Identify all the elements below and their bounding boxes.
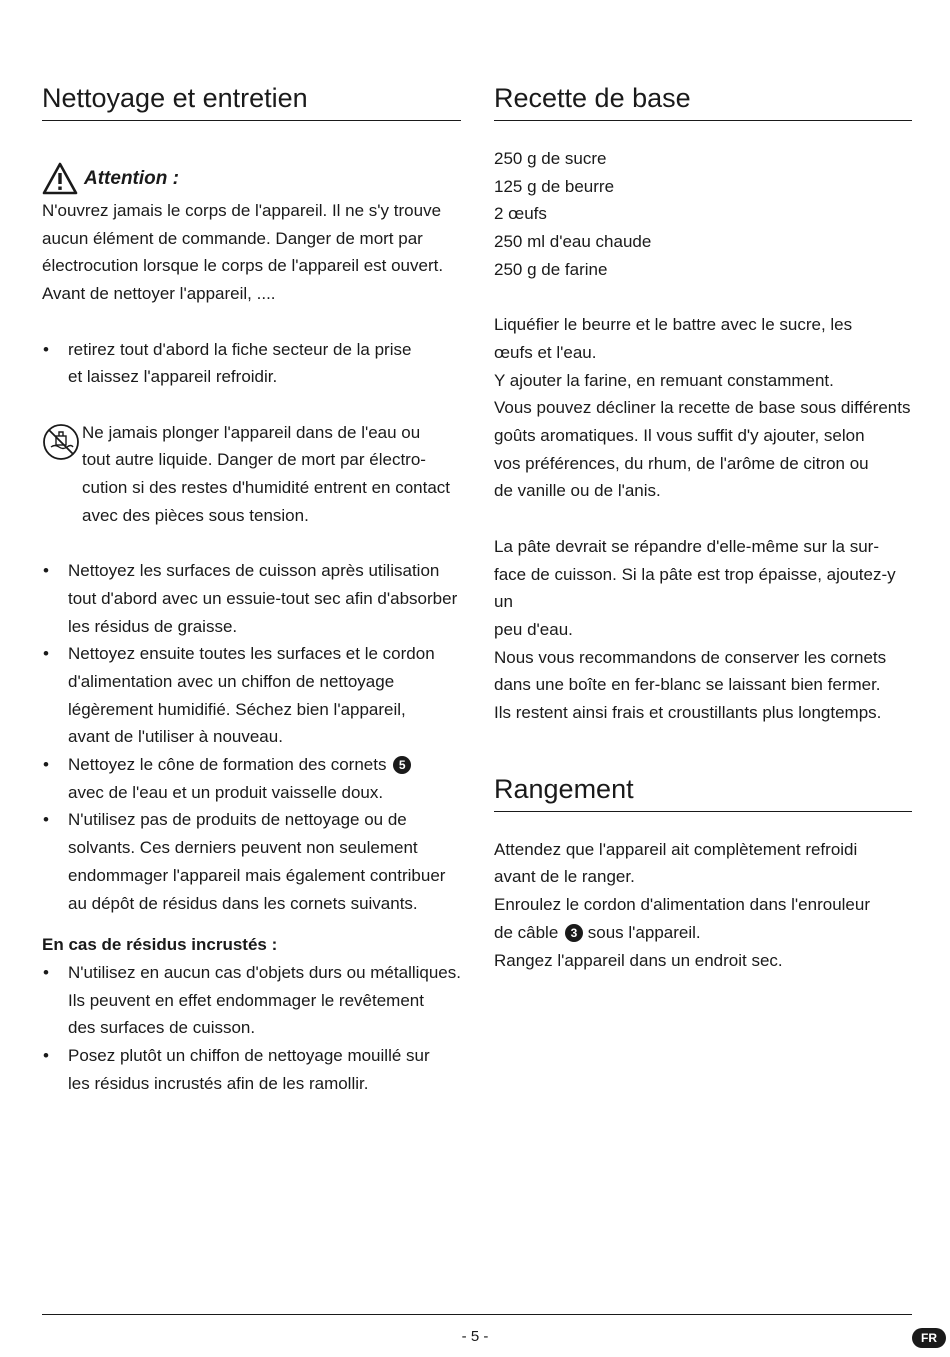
text-line: Attendez que l'appareil ait complètement refroidi (494, 839, 858, 859)
text-line: face de cuisson. Si la pâte est trop épaisse, ajoutez-y un (494, 564, 896, 612)
ingredient: 250 ml d'eau chaude (494, 232, 652, 252)
text-line: Liquéfier le beurre et le battre avec le sucre, les (494, 315, 853, 335)
list-item: • N'utilisez en aucun cas d'objets durs ou métalliques. Ils peuvent en effet endommager le revêtement des surfaces de cuisson. (42, 959, 461, 1042)
text-line: Rangez l'appareil dans un endroit sec. (494, 950, 783, 970)
text-line: dans une boîte en fer-blanc se laissant bien fermer. (494, 675, 881, 695)
right-column (494, 80, 912, 974)
text-line: Avant de nettoyer l'appareil, .... (42, 284, 276, 304)
attention-heading (42, 161, 461, 197)
no-immersion-warning (42, 419, 461, 530)
language-badge: FR (912, 1328, 946, 1348)
text-line: Ils restent ainsi frais et croustillants plus longtemps. (494, 703, 882, 723)
text-line: œufs et l'eau. (494, 342, 597, 362)
list-item: • Nettoyez le cône de formation des cornets 5 avec de l'eau et un produit vaisselle doux. (42, 751, 461, 806)
text-line: Vous pouvez décliner la recette de base sous différents (494, 398, 911, 418)
footer-divider (42, 1314, 912, 1315)
section-title-recipe: Recette de base (494, 80, 912, 121)
text-line: Y ajouter la farine, en remuant constamment. (494, 370, 834, 390)
list-item: • Posez plutôt un chiffon de nettoyage mouillé sur les résidus incrustés afin de les ramollir. (42, 1042, 461, 1097)
text-line: avec des pièces sous tension. (82, 505, 309, 525)
ingredient: 250 g de farine (494, 259, 608, 279)
text-line: goûts aromatiques. Il vous suffit d'y ajouter, selon (494, 426, 865, 446)
list-item: • Nettoyez les surfaces de cuisson après utilisation tout d'abord avec un essuie-tout sec afin d'absorber les résidus de graisse. (42, 557, 461, 640)
text-line: Ne jamais plonger l'appareil dans de l'eau ou (82, 422, 421, 442)
unplug-bullets (42, 336, 461, 391)
text-line: Enroulez le cordon d'alimentation dans l'enrouleur (494, 895, 871, 915)
left-column (42, 80, 461, 1097)
text-line: tout autre liquide. Danger de mort par électro- (82, 450, 426, 470)
no-immersion-icon (42, 423, 80, 461)
text-line: avant de le ranger. (494, 867, 635, 887)
text-line: cution si des restes d'humidité entrent en contact (82, 478, 451, 497)
attention-label: Attention : (84, 168, 179, 189)
warning-triangle-icon (42, 162, 78, 196)
section-title-cleaning: Nettoyage et entretien (42, 80, 461, 121)
text-line: de vanille ou de l'anis. (494, 481, 661, 501)
text-line: vos préférences, du rhum, de l'arôme de citron ou (494, 453, 869, 473)
text-line: La pâte devrait se répandre d'elle-même sur la sur- (494, 536, 879, 556)
text-line: peu d'eau. (494, 619, 573, 639)
text-line: N'ouvrez jamais le corps de l'appareil. Il ne s'y trouve (42, 201, 442, 220)
cleaning-bullets (42, 557, 461, 917)
ingredient: 125 g de beurre (494, 176, 615, 196)
page-number: - 5 - (461, 1328, 489, 1345)
storage-text (494, 836, 912, 975)
residue-bullets (42, 959, 461, 1098)
recipe-instructions (494, 311, 912, 505)
list-item: • retirez tout d'abord la fiche secteur de la prise et laissez l'appareil refroidir. (42, 336, 461, 391)
recipe-tips (494, 533, 912, 727)
text-line: Nous vous recommandons de conserver les cornets (494, 647, 887, 667)
ingredient: 2 œufs (494, 204, 547, 224)
ingredient: 250 g de sucre (494, 149, 607, 168)
ingredients-list (494, 145, 912, 284)
text-line: de câble 3 sous l'appareil. (494, 922, 701, 942)
list-item: • Nettoyez ensuite toutes les surfaces et le cordon d'alimentation avec un chiffon de nettoyage légèrement humidifié. Séchez bien l'appareil, avant de l'utiliser à nouveau. (42, 640, 461, 751)
part-number-badge: 5 (393, 756, 411, 774)
residues-heading: En cas de résidus incrustés : (42, 935, 278, 955)
attention-text (42, 197, 461, 308)
text-line: électrocution lorsque le corps de l'appareil est ouvert. (42, 256, 444, 276)
section-title-storage: Rangement (494, 771, 912, 812)
part-number-badge: 3 (565, 924, 583, 942)
list-item: • N'utilisez pas de produits de nettoyage ou de solvants. Ces derniers peuvent non seulement endommager l'appareil mais également contribuer au dépôt de résidus dans les cornets suivants. (42, 806, 461, 917)
text-line: aucun élément de commande. Danger de mort par (42, 228, 423, 248)
